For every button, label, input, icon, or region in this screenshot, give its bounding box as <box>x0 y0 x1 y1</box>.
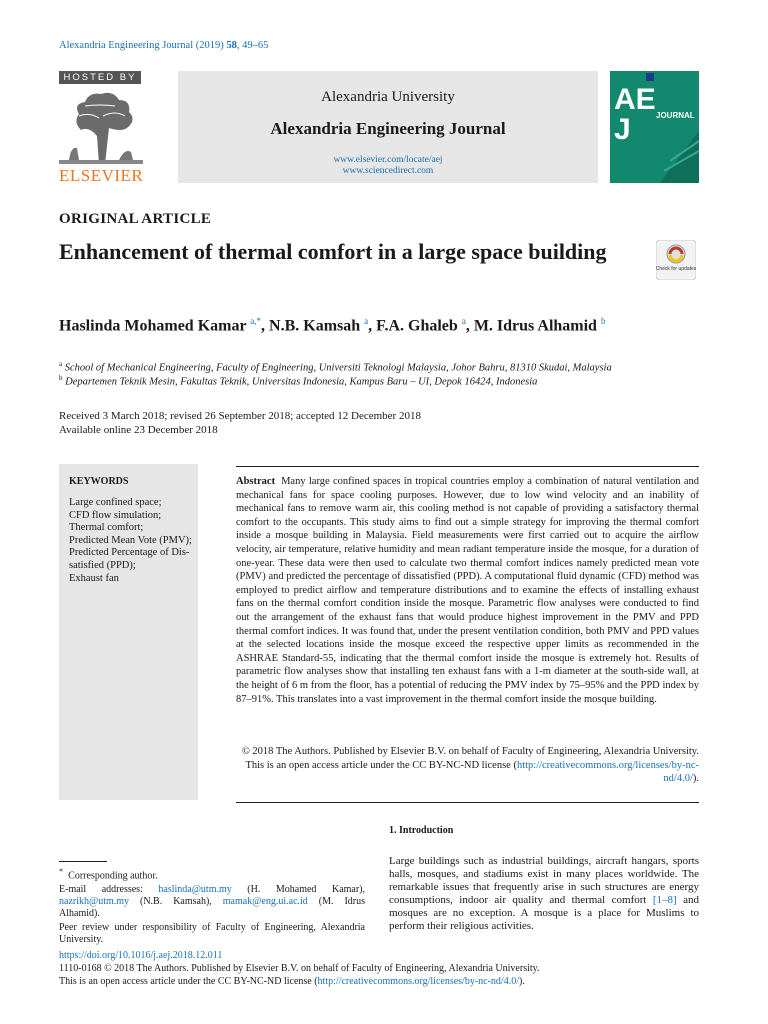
keyword-item: CFD flow simulation; <box>69 509 162 521</box>
author-affil-sup[interactable]: b <box>600 316 606 326</box>
license-end: ). <box>518 976 525 987</box>
license-text: This is an open access article under the CC BY-NC-ND license ( <box>59 976 318 987</box>
doi-link[interactable]: https://doi.org/10.1016/j.aej.2018.12.011 <box>59 950 223 961</box>
author-list: Haslinda Mohamed Kamar $^{a,*}$, N.B. Kamsah $^a$, F.A. Ghaleb $^a$, M. Idrus Alhamid $^b$ <box>59 316 606 335</box>
university-name: Alexandria University <box>321 89 455 105</box>
abstract-copyright <box>236 745 699 786</box>
abstract-label: Abstract <box>236 476 276 487</box>
journal-citation[interactable] <box>59 40 268 51</box>
email-link[interactable]: mamak@eng.ui.ac.id <box>222 895 308 907</box>
email-owner: (H. Mohamed Kamar), <box>231 883 366 895</box>
citation-journal: Alexandria Engineering Journal (2019) <box>59 40 224 51</box>
author-affil-sup[interactable]: a <box>461 316 466 326</box>
author-name[interactable]: Haslinda Mohamed Kamar <box>59 317 247 335</box>
affiliation <box>59 374 537 388</box>
email-note <box>59 884 365 921</box>
email-link[interactable]: nazrikh@utm.my <box>59 895 130 907</box>
author-name[interactable]: F.A. Ghaleb <box>376 317 458 335</box>
cover-journal-word: JOURNAL <box>656 111 695 120</box>
article-title: Enhancement of thermal comfort in a large space building <box>59 239 607 264</box>
email-link[interactable]: haslinda@utm.my <box>158 883 232 895</box>
sciencedirect-url-link[interactable]: www.sciencedirect.com <box>342 166 434 176</box>
introduction-text <box>389 855 699 932</box>
abstract-top-rule <box>236 466 699 467</box>
copyright-end: ). <box>692 773 699 785</box>
received-dates: Received 3 March 2018; revised 26 September 2018; accepted 12 December 2018 <box>59 410 421 422</box>
hosted-by-label: HOSTED BY <box>59 71 141 84</box>
email-owner: (M. Idrus Alhamid). <box>59 895 365 920</box>
copyright-text: © 2018 The Authors. Published by Elsevier B.V. on behalf of Faculty of Engineering, Alexandria University. This is an open access article under the CC BY-NC-ND license ( <box>241 746 699 771</box>
corresponding-note <box>59 866 365 883</box>
affiliation-sup: b <box>59 374 63 382</box>
affiliation-sup: a <box>59 360 63 368</box>
license-statement <box>59 976 525 987</box>
keyword-item: Exhaust fan <box>69 572 119 584</box>
keyword-item: Predicted Percentage of Dis- <box>69 547 190 559</box>
intro-text-part: and mosques are no exception. A mosque is a place for Muslims to perform their religious activities. <box>389 893 699 932</box>
article-type: ORIGINAL ARTICLE <box>59 211 212 227</box>
keyword-item: satisfied (PPD); <box>69 559 136 571</box>
cover-letters: AE J <box>614 83 656 146</box>
abstract-bottom-rule <box>236 802 699 803</box>
reference-link[interactable]: [1–8] <box>652 893 677 906</box>
author-name[interactable]: N.B. Kamsah <box>269 317 361 335</box>
online-date: Available online 23 December 2018 <box>59 424 218 436</box>
peer-review-note: Peer review under responsibility of Faculty of Engineering, Alexandria University. <box>59 921 365 945</box>
journal-cover-thumbnail[interactable] <box>610 71 699 183</box>
abstract-body <box>236 475 699 706</box>
journal-url-link[interactable]: www.elsevier.com/locate/aej <box>333 155 443 165</box>
intro-text-part: Large buildings such as industrial buildings, aircraft hangars, sports halls, mosques, and stadiums exist in many places worldwide. The remarkable issues that frequently arise in such structures are energy consumptions, indoor air quality and thermal comfort <box>389 855 699 906</box>
corresponding-text: Corresponding author. <box>68 870 158 882</box>
affiliation <box>59 360 612 374</box>
journal-name: Alexandria Engineering Journal <box>270 119 506 138</box>
elsevier-wordmark: ELSEVIER <box>59 166 144 185</box>
citation-volume: 58 <box>226 40 237 51</box>
email-owner: (N.B. Kamsah), <box>129 895 223 907</box>
footnote-rule <box>59 861 107 862</box>
issn-copyright: 1110-0168 © 2018 The Authors. Published by Elsevier B.V. on behalf of Faculty of Engineering, Alexandria University. <box>59 963 540 974</box>
asterisk-icon: * <box>59 867 64 876</box>
keywords-heading: KEYWORDS <box>69 476 129 487</box>
author-affil-sup[interactable]: a,* <box>250 316 262 326</box>
author-affil-sup[interactable]: a <box>364 316 369 326</box>
keyword-item: Thermal comfort; <box>69 522 144 534</box>
keyword-item: Predicted Mean Vote (PMV); <box>69 534 192 546</box>
citation-pages: , 49–65 <box>236 40 269 51</box>
email-label: E-mail addresses: <box>59 883 159 895</box>
affiliation-text: Departemen Teknik Mesin, Fakultas Teknik, Universitas Indonesia, Kampus Baru – UI, Depok 16424, Indonesia <box>65 376 538 388</box>
keywords-list <box>69 497 201 585</box>
introduction-heading: 1. Introduction <box>389 825 454 836</box>
elsevier-tree-logo <box>59 86 143 166</box>
keyword-item: Large confined space; <box>69 497 162 508</box>
author-name[interactable]: M. Idrus Alhamid <box>473 317 597 335</box>
footnotes <box>59 866 365 947</box>
check-badge-label: Check for updates <box>656 266 696 272</box>
license-link[interactable]: http://creativecommons.org/licenses/by-nc-nd/4.0/ <box>516 759 699 785</box>
check-for-updates-icon[interactable] <box>656 240 696 280</box>
abstract-text: Many large confined spaces in tropical countries employ a combination of natural ventilation and mechanical fans for space cooling purposes. However, due to low wind velocity and an inability of mechanical fans to remove warm air, this cooling method is not capable of providing a satisfactory thermal comfort to the occupants. This study aims to find out a simple strategy for improving the thermal comfort inside a mosque building in Malaysia. Field measurements were first carried out to acquire the airflow velocity, air temperature, relative humidity and mean radiant temperature inside the mosque, for a duration of one-year. These data were then used to calculate two thermal comfort indices namely predicted mean vote (PMV) and predicted the percentage of dissatisfied (PPD). A computational fluid dynamic (CFD) method was employed to predict airflow and temperature distributions and to examine the effects of installing exhaust fans on the thermal comfort condition inside the mosque. Parametric flow analyses were conducted to find out the arrangement of the exhaust fans that would produce highest improvement in the PMV and PPD thermal comfort indices. It was found that, under the present ventilation condition, both PMV and PPD values at the selected locations inside the mosque exceed the respective upper limits as recommended in the ASHRAE Standard-55, indicating that the thermal comfort inside the mosque is extremely hot. Results of parametric flow analyses show that installing ten exhaust fans with a 1-m diameter at the south-side wall, at the height of 6 m from the floor, has a potential of reducing the PMV index by 75–95% and the PPD index by 87–91%. This translates into a vast improvement in the thermal comfort inside the mosque building. <box>236 476 699 705</box>
affiliation-text: School of Mechanical Engineering, Faculty of Engineering, Universiti Teknologi Malaysia, Johor Bahru, 81310 Skudai, Malaysia <box>64 362 612 374</box>
license-link[interactable]: http://creativecommons.org/licenses/by-nc-nd/4.0/ <box>317 976 519 987</box>
